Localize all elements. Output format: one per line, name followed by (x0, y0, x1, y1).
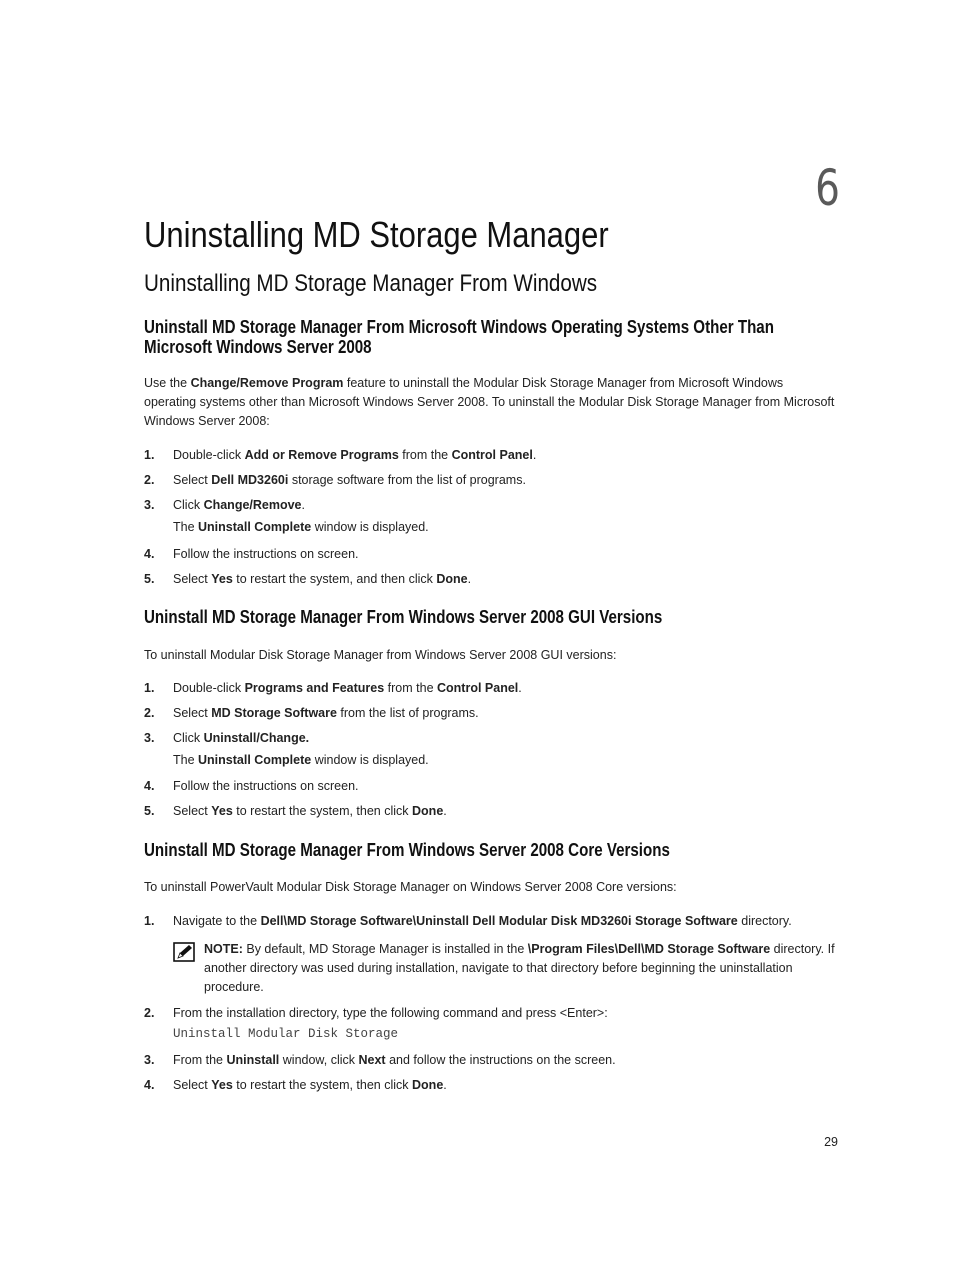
bold-term: Uninstall Complete (198, 753, 312, 767)
bold-term: Yes (211, 572, 233, 586)
sec3-heading: Uninstall MD Storage Manager From Windows Server 2008 Core Versions (144, 840, 670, 860)
step-number: 1. (144, 681, 155, 695)
step-number: 1. (144, 914, 155, 928)
note-text: NOTE: By default, MD Storage Manager is installed in the \Program Files\Dell\MD Storage Software directory. If another directory was used during installation, navigate to that directory before beginning the uninstallation procedure. (204, 942, 835, 994)
step-number: 5. (144, 572, 155, 586)
bold-term: Done (412, 1078, 444, 1092)
bold-term: Next (358, 1053, 386, 1067)
command-code: Uninstall Modular Disk Storage (173, 1027, 399, 1041)
bold-term: Yes (211, 804, 233, 818)
step-number: 5. (144, 804, 155, 818)
step-number: 1. (144, 448, 155, 462)
step-number: 4. (144, 1078, 155, 1092)
step-text: Select Dell MD3260i storage software from the list of programs. (173, 473, 526, 487)
sec1-heading-line2: Microsoft Windows Server 2008 (144, 337, 372, 357)
sec1-step-3-result: The Uninstall Complete window is displayed. (173, 520, 429, 534)
sec2-intro: To uninstall Modular Disk Storage Manager from Windows Server 2008 GUI versions: (144, 648, 617, 662)
bold-term: Programs and Features (244, 681, 385, 695)
bold-term: Control Panel (437, 681, 519, 695)
step-text: Click Uninstall/Change. (173, 731, 310, 745)
bold-term: Uninstall Complete (198, 520, 312, 534)
bold-term: \Program Files\Dell\MD Storage Software (527, 942, 771, 956)
step-text: Follow the instructions on screen. (173, 779, 359, 793)
step-text: From the Uninstall window, click Next and follow the instructions on the screen. (173, 1053, 616, 1067)
step-number: 4. (144, 547, 155, 561)
note-pencil-icon (173, 942, 195, 962)
sec3-intro: To uninstall PowerVault Modular Disk Storage Manager on Windows Server 2008 Core versions: (144, 880, 677, 894)
sec2-heading: Uninstall MD Storage Manager From Windows Server 2008 GUI Versions (144, 607, 663, 627)
step-text: Double-click Add or Remove Programs from the Control Panel. (173, 448, 537, 462)
section-title: Uninstalling MD Storage Manager From Windows (144, 270, 598, 297)
bold-term: Change/Remove Program (190, 376, 344, 390)
bold-term: Done (436, 572, 468, 586)
step-number: 2. (144, 1006, 155, 1020)
step-number: 4. (144, 779, 155, 793)
step-text: Select Yes to restart the system, then click Done. (173, 1078, 447, 1092)
bold-term: Dell MD3260i (211, 473, 289, 487)
step-text: Click Change/Remove. (173, 498, 305, 512)
chapter-title: Uninstalling MD Storage Manager (144, 214, 609, 255)
step-text: From the installation directory, type the following command and press <Enter>: (173, 1006, 608, 1020)
bold-term: Change/Remove (203, 498, 302, 512)
page-number: 29 (824, 1135, 838, 1149)
bold-term: Control Panel (451, 448, 533, 462)
sec1-heading-line1: Uninstall MD Storage Manager From Microsoft Windows Operating Systems Other Than (144, 317, 774, 337)
step-number: 3. (144, 1053, 155, 1067)
bold-term: MD Storage Software (211, 706, 337, 720)
step-text: Navigate to the Dell\MD Storage Software\Uninstall Dell Modular Disk MD3260i Storage Software directory. (173, 914, 792, 928)
step-number: 3. (144, 498, 155, 512)
step-number: 2. (144, 473, 155, 487)
bold-term: Uninstall/Change. (203, 731, 310, 745)
sec2-step-3-result: The Uninstall Complete window is displayed. (173, 753, 429, 767)
bold-term: Yes (211, 1078, 233, 1092)
step-text: Follow the instructions on screen. (173, 547, 359, 561)
step-text: Select MD Storage Software from the list of programs. (173, 706, 479, 720)
step-number: 2. (144, 706, 155, 720)
bold-term: NOTE: (204, 942, 247, 956)
step-text: Double-click Programs and Features from the Control Panel. (173, 681, 522, 695)
bold-term: Done (412, 804, 444, 818)
note-block (173, 940, 841, 997)
bold-term: Dell\MD Storage Software\Uninstall Dell Modular Disk MD3260i Storage Software (260, 914, 738, 928)
bold-term: Add or Remove Programs (244, 448, 399, 462)
step-text: Select Yes to restart the system, then click Done. (173, 804, 447, 818)
bold-term: Uninstall (226, 1053, 280, 1067)
step-text: Select Yes to restart the system, and then click Done. (173, 572, 472, 586)
step-number: 3. (144, 731, 155, 745)
sec1-intro: Use the Change/Remove Program feature to uninstall the Modular Disk Storage Manager from Microsoft Windows operating systems other than Microsoft Windows Server 2008. To uninstall the Modular Disk Storage Manager from Microsoft Windows Server 2008: (144, 376, 835, 428)
chapter-number: 6 (815, 159, 840, 217)
